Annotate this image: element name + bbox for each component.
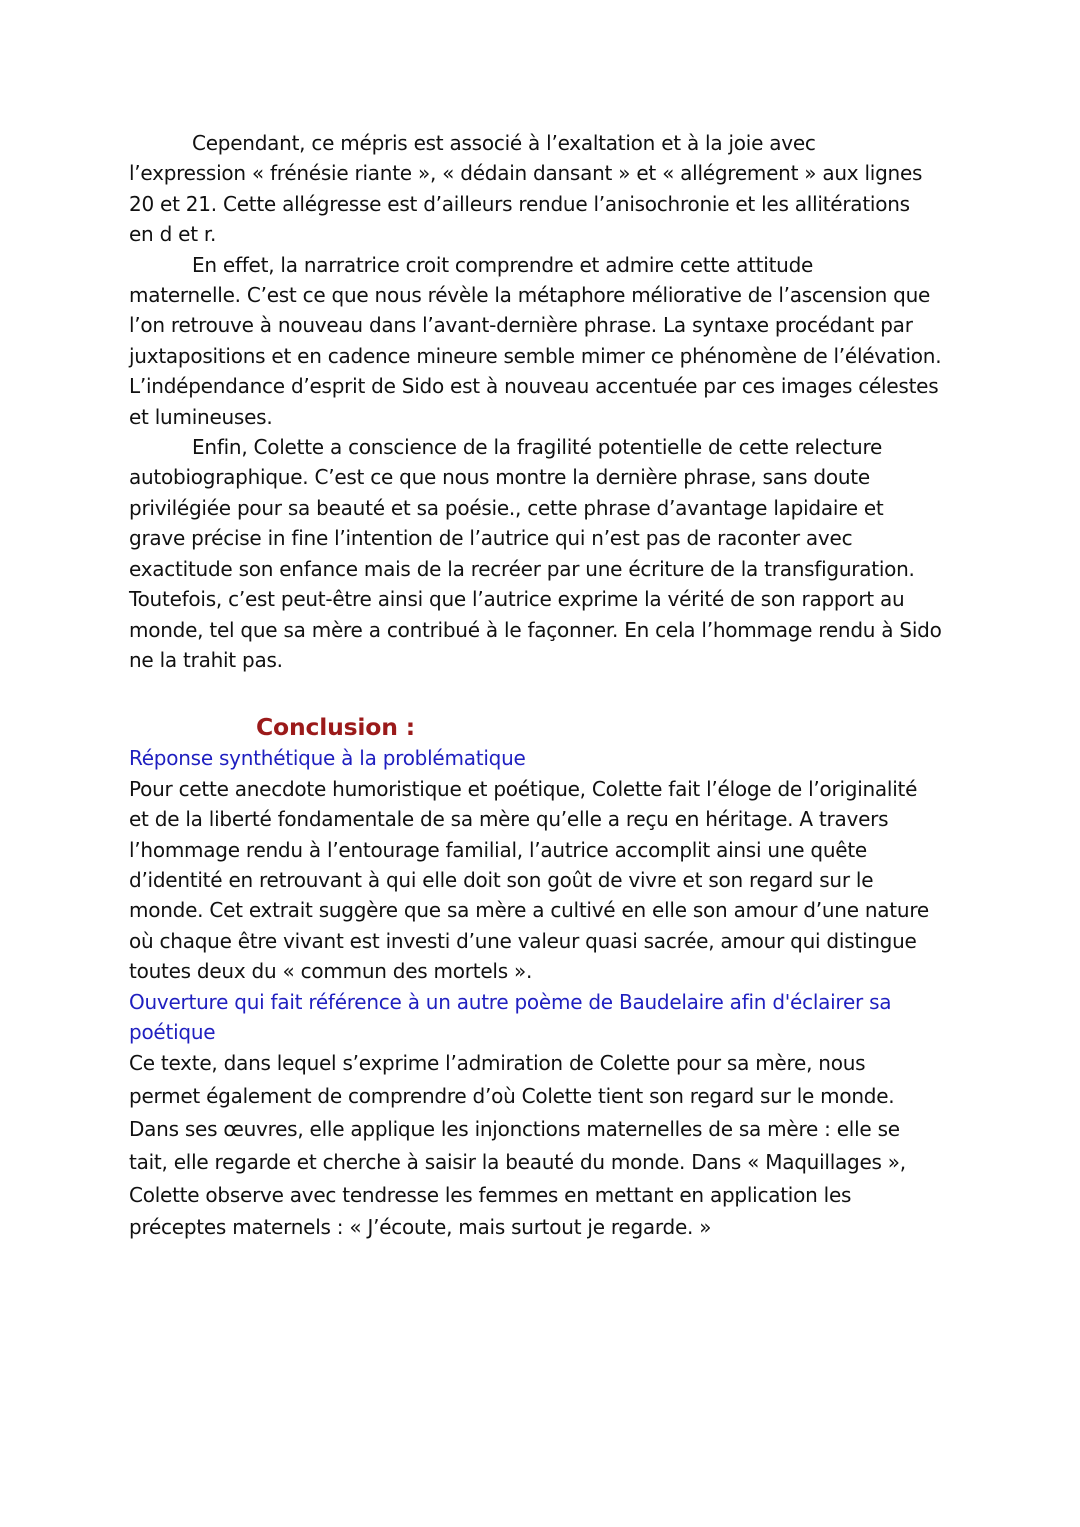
paragraph-cependant: Cependant, ce mépris est associé à l’exaltation et à la joie avec l’expression « frénésie riante », « dédain dansant » et « allégrement » aux lignes 20 et 21. Cette allégresse est d’ailleurs rendue l’anisochronie et les allitérations en d et r. — [129, 131, 923, 247]
synthese-heading: Réponse synthétique à la problématique — [129, 746, 526, 771]
section-spacer — [129, 675, 959, 711]
paragraph-enfin: Enfin, Colette a conscience de la fragilité potentielle de cette relecture autobiographique. C’est ce que nous montre la dernière phrase, sans doute privilégiée pour sa beauté et sa poésie., cette phrase d’avantage lapidaire et grave précise in fine l’intention de l’autrice qui n’est pas de raconter avec exactitude son enfance mais de la recréer par une écriture de la transfiguration. Toutefois, c’est peut-être ainsi que l’autrice exprime la vérité de son rapport au monde, tel que sa mère a contribué à le façonner. En cela l’hommage rendu à Sido ne la trahit pas. — [129, 435, 942, 672]
paragraph-en-effet: En effet, la narratrice croit comprendre et admire cette attitude maternelle. C’est ce que nous révèle la métaphore méliorative de l’ascension que l’on retrouve à nouveau dans l’avant-dernière phrase. La syntaxe procédant par juxtapositions et en cadence mineure semble mimer ce phénomène de l’élévation. L’indépendance d’esprit de Sido est à nouveau accentuée par ces images célestes et lumineuses. — [129, 252, 942, 429]
page-content — [129, 128, 959, 1244]
conclusion-title: Conclusion : — [256, 713, 415, 742]
ouverture-heading: Ouverture qui fait référence à un autre poème de Baudelaire afin d'éclairer sa poétique — [129, 989, 892, 1044]
synthese-paragraph: Pour cette anecdote humoristique et poétique, Colette fait l’éloge de l’originalité et de la liberté fondamentale de sa mère qu’elle a reçu en héritage. A travers l’hommage rendu à l’entourage familial, l’autrice accomplit ainsi une quête d’identité en retrouvant à qui elle doit son goût de vivre et son regard sur le monde. Cet extrait suggère que sa mère a cultivé en elle son amour d’une nature où chaque être vivant est investi d’une valeur quasi sacrée, amour qui distingue toutes deux du « commun des mortels ». — [129, 776, 929, 984]
ouverture-paragraph: Ce texte, dans lequel s’exprime l’admiration de Colette pour sa mère, nous permet également de comprendre d’où Colette tient son regard sur le monde. Dans ses œuvres, elle applique les injonctions maternelles de sa mère : elle se tait, elle regarde et cherche à saisir la beauté du monde. Dans « Maquillages », Colette observe avec tendresse les femmes en mettant en application les préceptes maternels : « J’écoute, mais surtout je regarde. » — [129, 1051, 906, 1240]
